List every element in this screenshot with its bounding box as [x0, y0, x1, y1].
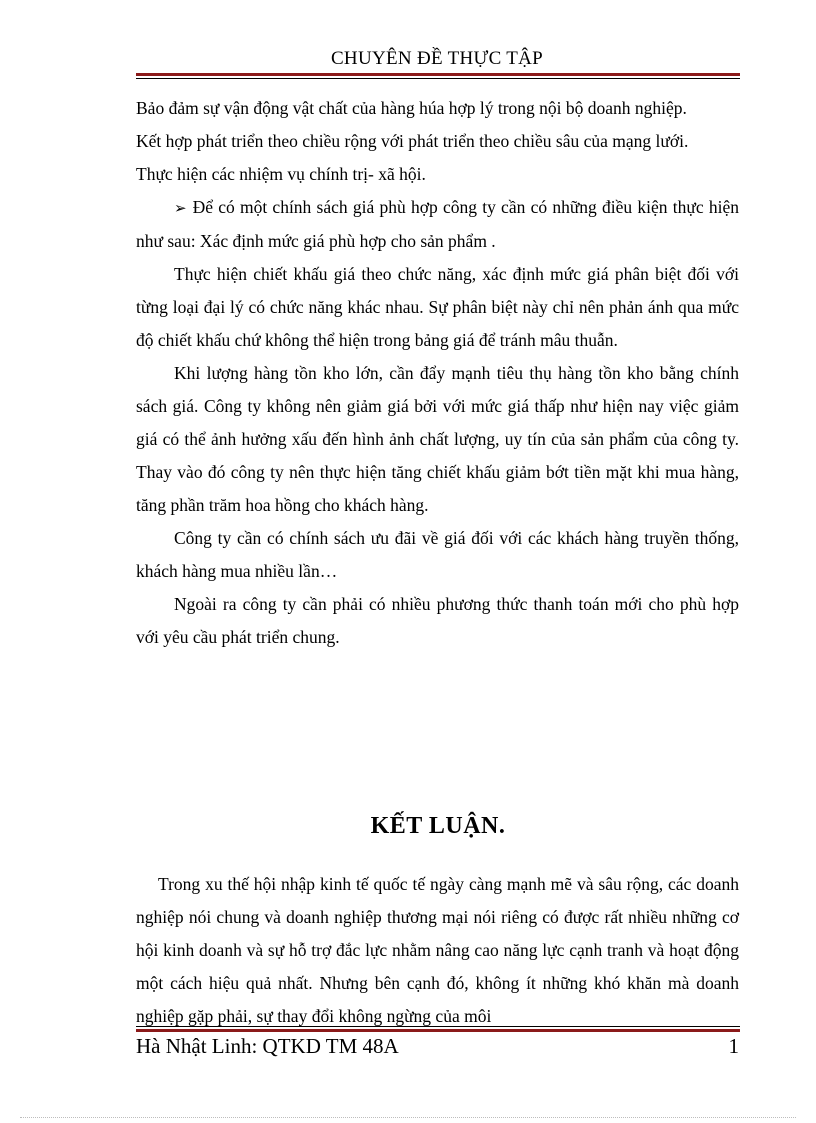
- body-paragraph-1: Bảo đảm sự vận động vật chất của hàng húa hợp lý trong nội bộ doanh nghiệp.: [136, 98, 687, 118]
- bullet-paragraph: [136, 191, 739, 258]
- document-body: [136, 92, 739, 654]
- body-paragraph-3: Thực hiện các nhiệm vụ chính trị- xã hội.: [136, 164, 426, 184]
- bullet-paragraph-text: Để có một chính sách giá phù hợp công ty cần có những điều kiện thực hiện như sau: Xác định mức giá phù hợp cho sản phẩm .: [136, 197, 739, 251]
- header-rule-thin: [136, 78, 740, 79]
- page-header-title: CHUYÊN ĐỀ THỰC TẬP: [330, 48, 544, 69]
- arrow-bullet-icon: ➢: [174, 199, 187, 217]
- body-paragraph-6: Khi lượng hàng tồn kho lớn, cần đẩy mạnh tiêu thụ hàng tồn kho bằng chính sách giá. Công ty không nên giảm giá bởi với mức giá thấp như hiện nay việc giảm giá có thể ảnh hưởng xấu đến hình ảnh chất lượng, uy tín của sản phẩm của công ty. Thay vào đó công ty nên thực hiện tăng chiết khấu giảm bớt tiền mặt khi mua hàng, tăng phần trăm hoa hồng cho khách hàng.: [136, 363, 739, 515]
- footer-author: Hà Nhật Linh: QTKD TM 48A: [136, 1034, 399, 1058]
- body-paragraph-8: Ngoài ra công ty cần phải có nhiều phương thức thanh toán mới cho phù hợp với yêu cầu phát triển chung.: [136, 594, 739, 647]
- conclusion-section: [136, 868, 739, 1033]
- footer-rule-thin: [136, 1026, 740, 1027]
- header-rule-thick: [136, 73, 740, 76]
- body-paragraph-7: Công ty cần có chính sách ưu đãi về giá đối với các khách hàng truyền thống, khách hàng mua nhiều lần…: [136, 528, 739, 581]
- conclusion-heading: KẾT LUẬN.: [370, 813, 506, 839]
- page-bottom-border: [20, 1117, 796, 1118]
- body-paragraph-5: Thực hiện chiết khấu giá theo chức năng, xác định mức giá phân biệt đối với từng loại đại lý có chức năng khác nhau. Sự phân biệt này chỉ nên phản ánh qua mức độ chiết khấu chứ không thể hiện trong bảng giá để tránh mâu thuẫn.: [136, 264, 739, 350]
- footer-rule-thick: [136, 1029, 740, 1032]
- conclusion-paragraph: Trong xu thế hội nhập kinh tế quốc tế ngày càng mạnh mẽ và sâu rộng, các doanh nghiệp nói chung và doanh nghiệp thương mại nói riêng có được rất nhiều những cơ hội kinh doanh và sự hỗ trợ đắc lực nhằm nâng cao năng lực cạnh tranh và hoạt động một cách hiệu quả nhất. Nhưng bên cạnh đó, không ít những khó khăn mà doanh nghiệp gặp phải, sự thay đổi không ngừng của môi: [136, 874, 739, 1026]
- page-number: 1: [728, 1034, 739, 1058]
- body-paragraph-2: Kết hợp phát triển theo chiều rộng với phát triển theo chiều sâu của mạng lưới.: [136, 131, 689, 151]
